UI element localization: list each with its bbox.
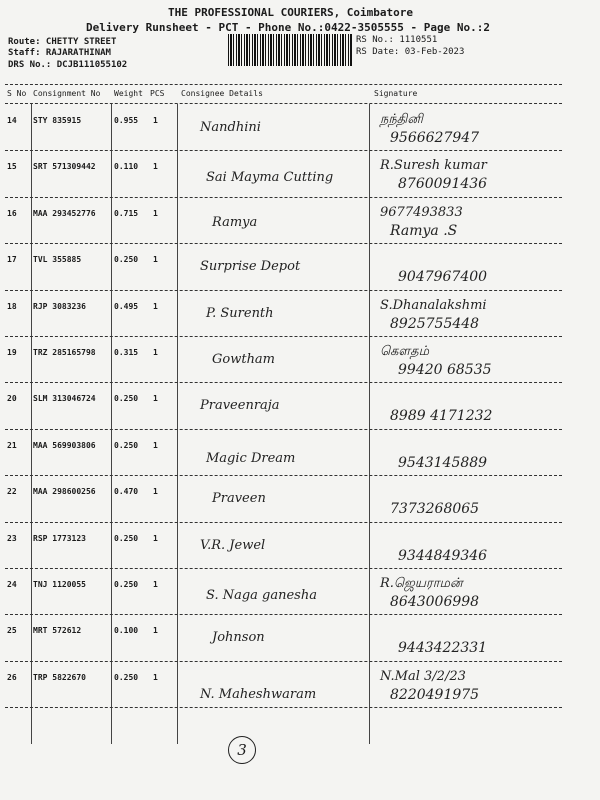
row-weight: 0.250 bbox=[114, 672, 139, 682]
row-divider bbox=[5, 243, 562, 244]
row-signature-line1: R.Suresh kumar bbox=[380, 158, 487, 174]
row-consignee: Nandhini bbox=[200, 120, 261, 135]
row-consignment: TNJ 1120055 bbox=[33, 580, 86, 589]
row-signature-line1: கௌதம் bbox=[380, 344, 430, 359]
row-signature-line2: Ramya .S bbox=[390, 222, 458, 239]
row-signature-line2: 8220491975 bbox=[390, 686, 480, 703]
column-header-divider bbox=[5, 103, 562, 104]
col-consignee: Consignee Details bbox=[181, 89, 263, 98]
row-consignment: MAA 569903806 bbox=[33, 440, 96, 450]
staff-label: Staff: RAJARATHINAM bbox=[8, 48, 111, 58]
row-pcs: 1 bbox=[153, 580, 158, 589]
row-signature-line2: 9543145889 bbox=[398, 454, 488, 471]
row-sno: 16 bbox=[7, 208, 17, 218]
row-consignee: Johnson bbox=[212, 630, 265, 646]
row-weight: 0.250 bbox=[114, 533, 139, 543]
col-signature: Signature bbox=[374, 89, 418, 98]
row-divider bbox=[5, 150, 562, 151]
row-divider bbox=[5, 568, 562, 569]
col-pcs: PCS bbox=[150, 89, 165, 98]
row-consignment: MAA 298600256 bbox=[33, 487, 96, 497]
row-signature-line1: 9677493833 bbox=[380, 204, 463, 220]
row-consignee: Sai Mayma Cutting bbox=[206, 170, 334, 186]
row-divider bbox=[5, 707, 562, 708]
row-weight: 0.250 bbox=[114, 440, 139, 450]
row-consignee: S. Naga ganesha bbox=[206, 588, 317, 603]
table-row bbox=[0, 663, 600, 709]
row-consignee: P. Surenth bbox=[206, 305, 274, 321]
row-pcs: 1 bbox=[153, 348, 158, 357]
rs-number: RS No.: 1110551 bbox=[356, 35, 438, 45]
table-row bbox=[0, 477, 600, 523]
row-signature-line2: 8643006998 bbox=[390, 594, 480, 610]
row-consignee: N. Maheshwaram bbox=[200, 686, 317, 702]
row-divider bbox=[5, 197, 562, 198]
row-weight: 0.470 bbox=[114, 487, 139, 497]
row-sno: 23 bbox=[7, 533, 17, 543]
row-sno: 26 bbox=[7, 672, 17, 682]
page-stamp: 3 bbox=[228, 736, 256, 764]
runsheet-subtitle: Delivery Runsheet - PCT - Phone No.:0422-3505555 - Page No.:2 bbox=[86, 21, 490, 34]
row-consignee: Surprise Depot bbox=[200, 259, 301, 275]
row-signature-line2: 9566627947 bbox=[390, 130, 480, 146]
row-sno: 14 bbox=[7, 116, 17, 125]
row-signature-line1: நந்தினி bbox=[380, 112, 423, 127]
row-divider bbox=[5, 661, 562, 662]
row-consignment: TRP 5822670 bbox=[33, 672, 86, 682]
row-sno: 22 bbox=[7, 487, 17, 497]
row-pcs: 1 bbox=[153, 208, 158, 218]
row-signature-line2: 9047967400 bbox=[398, 269, 488, 286]
row-consignment: MRT 572612 bbox=[33, 626, 82, 636]
table-row bbox=[0, 106, 600, 152]
route-label: Route: CHETTY STREET bbox=[8, 37, 117, 47]
row-weight: 0.250 bbox=[114, 255, 139, 265]
row-sno: 19 bbox=[7, 348, 17, 357]
row-signature-line1: N.Mal 3/2/23 bbox=[380, 668, 466, 684]
row-pcs: 1 bbox=[153, 440, 158, 450]
table-row bbox=[0, 384, 600, 430]
row-pcs: 1 bbox=[153, 487, 158, 497]
row-pcs: 1 bbox=[153, 255, 158, 265]
row-sno: 15 bbox=[7, 162, 17, 172]
row-consignment: STY 835915 bbox=[33, 116, 82, 125]
row-weight: 0.110 bbox=[114, 162, 139, 172]
row-weight: 0.715 bbox=[114, 208, 139, 218]
row-weight: 0.955 bbox=[114, 116, 139, 125]
table-row bbox=[0, 570, 600, 616]
row-signature-line1: S.Dhanalakshmi bbox=[380, 297, 487, 313]
row-signature-line2: 7373268065 bbox=[390, 501, 480, 518]
row-weight: 0.315 bbox=[114, 348, 139, 357]
row-pcs: 1 bbox=[153, 116, 158, 125]
table-row bbox=[0, 616, 600, 662]
row-signature-line2: 8760091436 bbox=[398, 176, 488, 193]
row-sno: 20 bbox=[7, 394, 17, 404]
row-divider bbox=[5, 614, 562, 615]
table-row bbox=[0, 292, 600, 338]
table-row bbox=[0, 199, 600, 245]
row-pcs: 1 bbox=[153, 394, 158, 404]
row-weight: 0.250 bbox=[114, 394, 139, 404]
row-divider bbox=[5, 290, 562, 291]
row-consignee: Ramya bbox=[212, 214, 258, 230]
row-pcs: 1 bbox=[153, 626, 158, 636]
table-row bbox=[0, 338, 600, 384]
row-weight: 0.495 bbox=[114, 301, 139, 311]
row-consignment: RJP 3083236 bbox=[33, 301, 86, 311]
table-row bbox=[0, 152, 600, 198]
row-sno: 18 bbox=[7, 301, 17, 311]
row-weight: 0.100 bbox=[114, 626, 139, 636]
row-consignment: TRZ 285165798 bbox=[33, 348, 96, 357]
row-weight: 0.250 bbox=[114, 580, 139, 589]
row-signature-line2: 9443422331 bbox=[398, 640, 488, 657]
row-pcs: 1 bbox=[153, 672, 158, 682]
col-consignment: Consignment No bbox=[33, 89, 101, 98]
row-sno: 25 bbox=[7, 626, 17, 636]
row-consignment: SRT 571309442 bbox=[33, 162, 96, 172]
row-sno: 21 bbox=[7, 440, 17, 450]
row-divider bbox=[5, 382, 562, 383]
row-divider bbox=[5, 429, 562, 430]
row-signature-line2: 8925755448 bbox=[390, 315, 480, 332]
drs-number: DRS No.: DCJB111055102 bbox=[8, 60, 128, 70]
row-signature-line2: 9344849346 bbox=[398, 547, 488, 564]
row-consignee: Praveenraja bbox=[200, 398, 280, 414]
col-sno: S No bbox=[7, 89, 27, 98]
row-consignee: Magic Dream bbox=[206, 450, 296, 466]
table-row bbox=[0, 245, 600, 291]
row-consignment: RSP 1773123 bbox=[33, 533, 86, 543]
row-divider bbox=[5, 475, 562, 476]
col-weight: Weight bbox=[114, 89, 143, 98]
row-consignee: Gowtham bbox=[212, 352, 276, 367]
row-signature-line2: 99420 68535 bbox=[398, 362, 492, 378]
header-divider bbox=[5, 84, 562, 85]
barcode bbox=[228, 34, 352, 66]
row-signature-line2: 8989 4171232 bbox=[390, 408, 493, 425]
row-divider bbox=[5, 522, 562, 523]
row-consignment: TVL 355885 bbox=[33, 255, 82, 265]
table-row bbox=[0, 431, 600, 477]
company-title: THE PROFESSIONAL COURIERS, Coimbatore bbox=[168, 6, 414, 19]
row-consignee: Praveen bbox=[212, 491, 266, 507]
row-consignee: V.R. Jewel bbox=[200, 537, 266, 553]
table-row bbox=[0, 524, 600, 570]
row-pcs: 1 bbox=[153, 533, 158, 543]
row-sno: 24 bbox=[7, 580, 17, 589]
row-pcs: 1 bbox=[153, 301, 158, 311]
row-consignment: SLM 313046724 bbox=[33, 394, 96, 404]
row-sno: 17 bbox=[7, 255, 17, 265]
row-pcs: 1 bbox=[153, 162, 158, 172]
row-divider bbox=[5, 336, 562, 337]
row-consignment: MAA 293452776 bbox=[33, 208, 96, 218]
row-signature-line1: R.ஜெயராமன் bbox=[380, 576, 463, 591]
rs-date: RS Date: 03-Feb-2023 bbox=[356, 47, 465, 57]
